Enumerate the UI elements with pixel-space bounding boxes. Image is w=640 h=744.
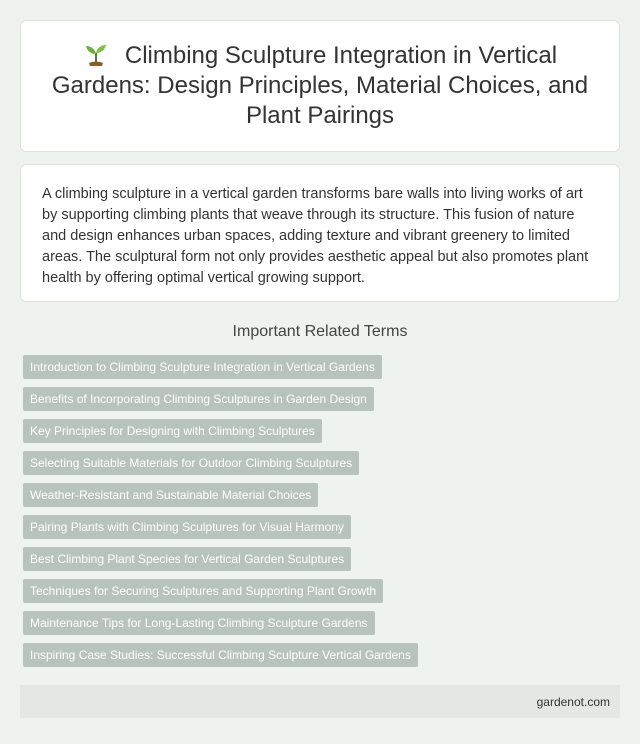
related-term-link[interactable]: Weather-Resistant and Sustainable Material Choices [23, 483, 318, 507]
site-name-link[interactable]: gardenot.com [536, 694, 610, 709]
related-term-link[interactable]: Benefits of Incorporating Climbing Sculptures in Garden Design [23, 387, 374, 411]
title-card [20, 20, 620, 152]
related-term-link[interactable]: Inspiring Case Studies: Successful Climbing Sculpture Vertical Gardens [23, 643, 418, 667]
related-term-link[interactable]: Maintenance Tips for Long-Lasting Climbing Sculpture Gardens [23, 611, 375, 635]
page-title [51, 41, 589, 131]
related-terms-heading: Important Related Terms [232, 323, 408, 340]
page-title-text: Climbing Sculpture Integration in Vertical Gardens: Design Principles, Material Choices, and Plant Pairings [51, 42, 589, 129]
related-term-link[interactable]: Pairing Plants with Climbing Sculptures for Visual Harmony [23, 515, 351, 539]
related-term-link[interactable]: Selecting Suitable Materials for Outdoor Climbing Sculptures [23, 451, 359, 475]
related-terms-list [20, 355, 620, 675]
related-term-link[interactable]: Techniques for Securing Sculptures and Supporting Plant Growth [23, 579, 383, 603]
related-term-link[interactable]: Best Climbing Plant Species for Vertical Garden Sculptures [23, 547, 351, 571]
footer [20, 685, 620, 718]
sprout-icon [83, 41, 109, 67]
related-term-link[interactable]: Introduction to Climbing Sculpture Integration in Vertical Gardens [23, 355, 382, 379]
related-term-link[interactable]: Key Principles for Designing with Climbing Sculptures [23, 419, 322, 443]
description-text: A climbing sculpture in a vertical garden transforms bare walls into living works of art by supporting climbing plants that weave through its structure. This fusion of nature and design enhances urban spaces, adding texture and vibrant greenery to limited areas. The sculptural form not only provides aesthetic appeal but also promotes plant health by offering optimal vertical growing support. [42, 186, 589, 286]
description-card [20, 164, 620, 302]
